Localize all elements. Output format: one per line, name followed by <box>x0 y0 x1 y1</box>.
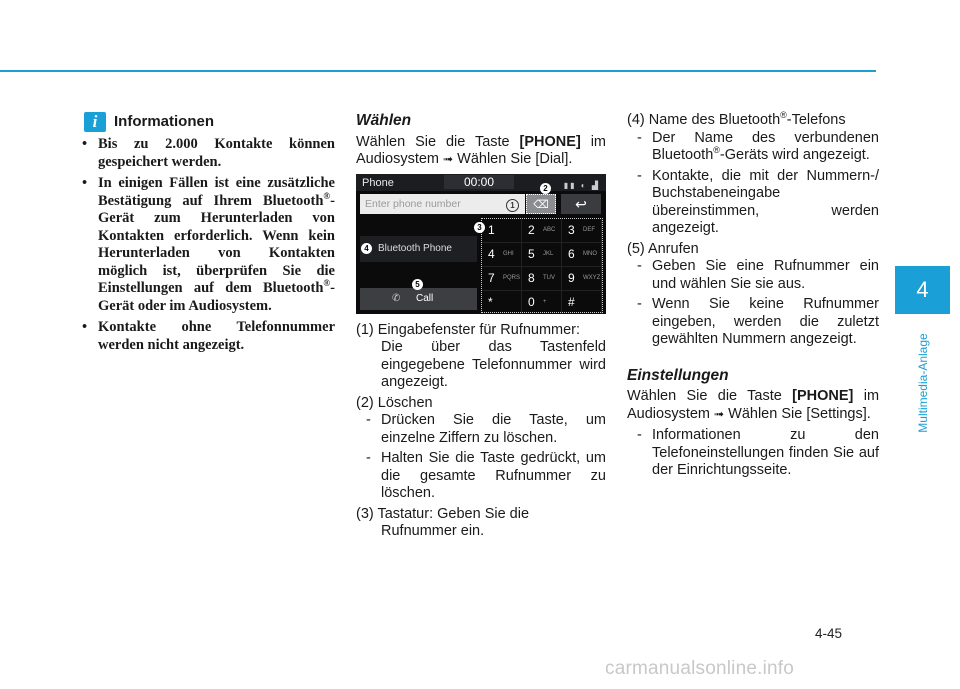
key-letters: TUV <box>543 274 555 281</box>
phone-icon: ✆ <box>392 292 401 304</box>
key-num: 7 <box>488 270 495 285</box>
info-header <box>84 112 335 132</box>
einstellungen-sub <box>627 427 879 480</box>
waehlen-title: Wählen <box>356 112 412 129</box>
intro-text: im Audiosystem <box>627 388 880 422</box>
reg-mark: ® <box>323 190 331 201</box>
item-2-head: (2) Löschen <box>356 394 433 411</box>
arrow-icon: ➟ <box>443 152 454 166</box>
call-timer: 00:00 <box>444 175 514 189</box>
phone-key-label: [PHONE] <box>792 388 854 404</box>
sub-text: Geben Sie eine Rufnummer ein und wählen Sie sie aus. <box>652 258 879 292</box>
status-icons: ▮▮ ◐ ▟ <box>563 180 600 190</box>
screen-title: Phone <box>362 176 394 189</box>
item-5-sub-2 <box>627 296 879 349</box>
right-column <box>627 112 879 483</box>
sub-text: Drücken Sie die Taste, um einzelne Ziffern zu löschen. <box>381 412 606 446</box>
callout-badge-3: 3 <box>474 222 485 233</box>
call-button[interactable] <box>360 288 477 310</box>
bullet-2-pre: In einigen Fällen ist eine zusätzliche Bestätigung auf Ihrem Bluetooth <box>98 175 335 209</box>
item-2-sub-1 <box>356 412 606 447</box>
intro-text: Wählen Sie die Taste <box>627 388 782 404</box>
key-7[interactable] <box>482 267 522 291</box>
reg-mark: ® <box>780 110 787 121</box>
key-9[interactable] <box>562 267 602 291</box>
info-bullet-1: • Bis zu 2.000 Kontakte können gespeichert werden. <box>80 136 335 171</box>
head-text: (4) Name des Bluetooth <box>627 112 781 128</box>
reg-mark: ® <box>323 278 331 289</box>
bullet-2-mid: -Gerät zum Herunterladen von Kontakten erforderlich. Wenn kein Herunterladen von Kontakten möglich ist, überprüfen Sie die Einstellungen auf dem Bluetooth <box>98 192 335 296</box>
item-2-sub-2 <box>356 450 606 503</box>
call-label: Call <box>416 292 434 304</box>
intro-text: Wählen Sie [Dial]. <box>457 151 573 167</box>
item-2 <box>356 395 606 503</box>
key-num: * <box>488 294 493 309</box>
page-number: 4-45 <box>815 626 843 641</box>
dash: - <box>366 412 371 428</box>
info-column <box>80 112 335 358</box>
key-letters: + <box>543 298 547 305</box>
key-letters: JKL <box>543 250 554 257</box>
key-8[interactable] <box>522 267 562 291</box>
key-1[interactable] <box>482 219 522 243</box>
phone-key-label: [PHONE] <box>519 133 581 150</box>
chapter-label <box>895 320 950 445</box>
keypad <box>481 218 603 313</box>
info-bullet-3: • Kontakte ohne Telefonnummer werden nicht angezeigt. <box>80 319 335 354</box>
waehlen-column <box>356 112 606 544</box>
key-num: 2 <box>528 222 535 237</box>
callout-badge-5: 5 <box>412 279 423 290</box>
item-1-body: Die über das Tastenfeld eingegebene Telefonnummer wird angezeigt. <box>381 339 606 390</box>
key-3[interactable] <box>562 219 602 243</box>
key-letters: ABC <box>543 226 556 233</box>
key-num: 8 <box>528 270 535 285</box>
arrow-icon: ➟ <box>714 406 725 421</box>
bluetooth-phone-name[interactable]: Bluetooth Phone <box>360 236 477 262</box>
key-letters: GHI <box>503 250 514 257</box>
delete-button[interactable]: ⌫ <box>526 194 556 214</box>
info-list <box>80 136 335 354</box>
dash: - <box>637 296 642 312</box>
phone-number-input[interactable]: Enter phone number <box>360 194 525 214</box>
watermark: carmanualsonline.info <box>605 658 795 679</box>
chapter-label-text: Multimedia-Anlage <box>915 332 930 433</box>
sub-text: Wenn Sie keine Rufnummer eingeben, werden die zuletzt gewählten Nummern angezeigt. <box>652 296 879 347</box>
key-hash[interactable] <box>562 291 602 314</box>
key-num: 1 <box>488 222 495 237</box>
info-title: Informationen <box>114 113 214 131</box>
key-num: 3 <box>568 222 575 237</box>
key-letters: MNO <box>583 250 597 257</box>
info-bullet-2 <box>80 175 335 315</box>
info-icon: i <box>84 112 106 132</box>
item-5-head: (5) Anrufen <box>627 240 699 257</box>
back-icon[interactable]: ↩ <box>561 194 601 214</box>
key-2[interactable] <box>522 219 562 243</box>
item-1-head: (1) Eingabefenster für Rufnummer: <box>356 321 581 338</box>
key-letters: PQRS <box>503 274 521 281</box>
callout-badge-4: 4 <box>361 243 372 254</box>
sub-text: Halten Sie die Taste gedrückt, um die gesamte Rufnummer zu löschen. <box>381 450 606 501</box>
dash: - <box>637 129 642 146</box>
sub-text: -Geräts wird angezeigt. <box>719 147 870 163</box>
callout-badge-1: 1 <box>506 199 519 212</box>
item-1 <box>356 322 606 392</box>
key-num: 0 <box>528 294 535 309</box>
bullet-2-post: -Gerät oder im Audiosystem. <box>98 280 335 314</box>
item-3-body: Rufnummer ein. <box>381 523 485 539</box>
key-star[interactable] <box>482 291 522 314</box>
item-3-head: (3) Tastatur: Geben Sie die <box>356 505 530 522</box>
item-4-head <box>627 112 879 130</box>
phone-screen <box>356 174 606 314</box>
item-5 <box>627 241 879 349</box>
key-0[interactable] <box>522 291 562 314</box>
item-4 <box>627 112 879 238</box>
dash: - <box>366 450 371 466</box>
dash: - <box>637 427 642 443</box>
key-num: 5 <box>528 246 535 261</box>
key-4[interactable] <box>482 243 522 267</box>
key-num: 9 <box>568 270 575 285</box>
key-6[interactable] <box>562 243 602 267</box>
top-rule <box>0 70 876 72</box>
key-num: 6 <box>568 246 575 261</box>
callout-badge-2: 2 <box>540 183 551 194</box>
key-num: # <box>568 294 575 309</box>
head-text: -Telefons <box>786 112 846 128</box>
item-5-sub-1 <box>627 258 879 293</box>
einstellungen-title: Einstellungen <box>627 366 729 384</box>
key-5[interactable] <box>522 243 562 267</box>
einstellungen-intro <box>627 388 879 423</box>
item-4-sub-1 <box>627 130 879 165</box>
reg-mark: ® <box>713 145 720 156</box>
item-4-sub-2 <box>627 168 879 238</box>
key-num: 4 <box>488 246 495 261</box>
dash: - <box>637 167 642 184</box>
sub-text: Kontakte, die mit der Nummern-/ Buchstabeneingabe übereinstimmen, werden angezeigt. <box>652 167 879 236</box>
intro-text: im Audiosystem <box>356 133 607 167</box>
sub-text: Informationen zu den Telefoneinstellungen finden Sie auf der Einrichtungsseite. <box>652 427 879 478</box>
dash: - <box>637 258 642 274</box>
key-letters: WXYZ <box>583 274 601 281</box>
chapter-tab: 4 <box>895 266 950 314</box>
key-letters: DEF <box>583 226 595 233</box>
intro-text: Wählen Sie [Settings]. <box>728 405 871 422</box>
waehlen-intro <box>356 134 606 169</box>
sub-text: Der Name des verbundenen Bluetooth <box>652 129 879 163</box>
item-3 <box>356 506 606 541</box>
intro-text: Wählen Sie die Taste <box>356 133 510 150</box>
